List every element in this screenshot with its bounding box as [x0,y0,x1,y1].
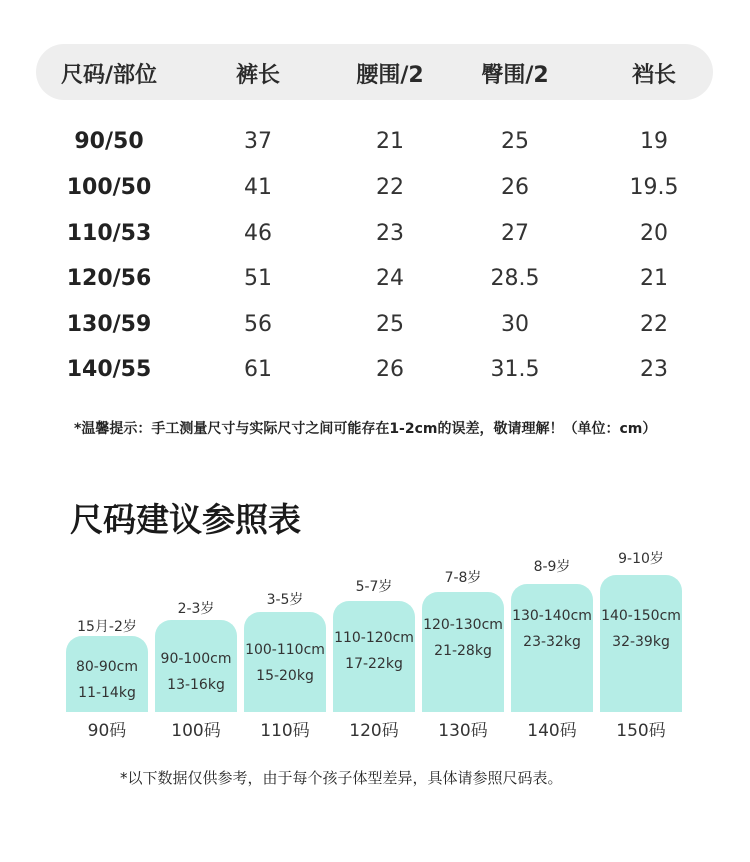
cell-hip: 28.5 [490,266,540,291]
weight-range: 15-20kg [256,668,314,684]
table-row [0,266,750,296]
table-row [0,357,750,387]
size-card-90 [66,610,148,712]
cell-waist: 21 [376,129,404,154]
height-range: 80-90cm [75,659,138,675]
height-range: 100-110cm [245,642,325,658]
cell-hip: 27 [501,221,529,246]
cell-pants-length: 41 [244,175,272,200]
section-title: 尺码建议参照表 [70,500,301,539]
weight-range: 23-32kg [523,634,581,650]
height-range: 110-120cm [334,630,414,646]
weight-range: 32-39kg [612,634,670,650]
measurement-note: *温馨提示：手工测量尺寸与实际尺寸之间可能存在1-2cm的误差，敬请理解！（单位：cm） [74,421,657,437]
weight-range: 21-28kg [434,643,492,659]
age-label: 15月-2岁 [77,619,137,635]
cell-waist: 24 [376,266,404,291]
weight-range: 11-14kg [78,685,136,701]
cell-waist: 26 [376,357,404,382]
size-code-label: 150码 [616,721,666,741]
cell-waist: 25 [376,312,404,337]
size-card-100 [155,592,237,712]
header-waist: 腰围/2 [356,63,424,88]
header-size: 尺码/部位 [60,63,158,88]
table-row [0,175,750,205]
header-pants-length: 裤长 [235,63,281,88]
height-range: 130-140cm [512,608,592,624]
size-card-120 [333,574,415,712]
weight-range: 13-16kg [167,677,225,693]
table-row [0,312,750,342]
cell-size: 110/53 [66,221,152,246]
header-hip: 臀围/2 [481,63,549,88]
age-label: 7-8岁 [444,570,482,586]
cell-size: 90/50 [74,129,144,154]
cell-hip: 31.5 [490,357,540,382]
cell-rise: 20 [640,221,668,246]
cell-rise: 21 [640,266,668,291]
size-code-label: 140码 [527,721,577,741]
header-rise: 裆长 [631,63,677,88]
cell-hip: 25 [501,129,529,154]
cell-pants-length: 46 [244,221,272,246]
cell-hip: 26 [501,175,529,200]
cell-pants-length: 61 [244,357,272,382]
size-card-150 [600,546,682,712]
size-code-label: 130码 [438,721,488,741]
size-card-140 [511,554,593,712]
size-code-label: 120码 [349,721,399,741]
table-row [0,221,750,251]
cell-rise: 22 [640,312,668,337]
size-code-label: 100码 [171,721,221,741]
age-label: 9-10岁 [618,551,664,567]
height-range: 90-100cm [160,651,232,667]
cell-size: 140/55 [66,357,152,382]
cell-rise: 19.5 [629,175,679,200]
weight-range: 17-22kg [345,656,403,672]
size-code-label: 90码 [87,721,127,741]
cell-rise: 23 [640,357,668,382]
cell-size: 120/56 [66,266,152,291]
size-code-label: 110码 [260,721,310,741]
height-range: 120-130cm [423,617,503,633]
cell-waist: 22 [376,175,404,200]
age-label: 8-9岁 [533,559,571,575]
size-card-130 [422,565,504,712]
cell-waist: 23 [376,221,404,246]
cell-rise: 19 [640,129,668,154]
age-label: 2-3岁 [177,601,215,617]
cell-pants-length: 37 [244,129,272,154]
cell-size: 130/59 [66,312,152,337]
cell-size: 100/50 [66,175,152,200]
cell-pants-length: 51 [244,266,272,291]
height-range: 140-150cm [601,608,681,624]
age-label: 5-7岁 [355,579,393,595]
table-row [0,129,750,159]
cell-pants-length: 56 [244,312,272,337]
cell-hip: 30 [501,312,529,337]
age-label: 3-5岁 [266,592,304,608]
size-card-110 [244,583,326,712]
reference-note: *以下数据仅供参考，由于每个孩子体型差异，具体请参照尺码表。 [120,769,563,787]
